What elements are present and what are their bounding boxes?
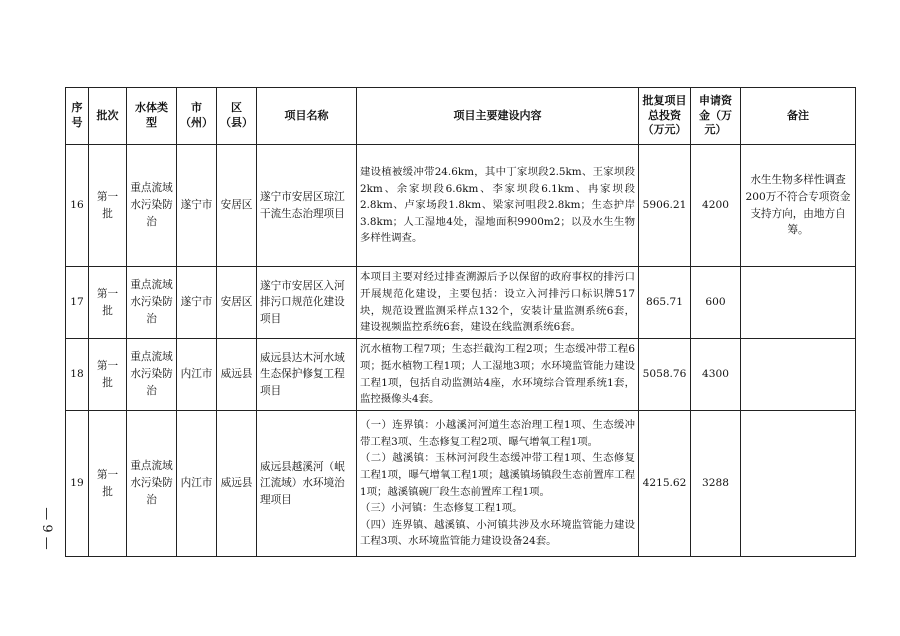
header-note: 备注	[741, 88, 856, 145]
header-fund: 申请资金（万元）	[691, 88, 741, 145]
content-line: （三）小河镇：生态修复工程1项。	[360, 502, 523, 515]
project-table	[65, 87, 856, 557]
content-line: （四）连界镇、越溪镇、小河镇共涉及水环境监管能力建设工程3项、水环境监管能力建设设备24套。	[360, 518, 635, 548]
cell-city: 遂宁市	[177, 145, 217, 267]
cell-content	[357, 411, 639, 557]
table-row	[66, 145, 856, 267]
cell-fund: 3288	[691, 411, 741, 557]
table-header-row	[66, 88, 856, 145]
cell-district: 安居区	[217, 267, 257, 339]
cell-fund: 4300	[691, 339, 741, 411]
cell-investment: 865.71	[639, 267, 691, 339]
cell-seq: 16	[66, 145, 89, 267]
cell-investment: 5906.21	[639, 145, 691, 267]
cell-fund: 4200	[691, 145, 741, 267]
page-number-text: — 9 —	[38, 506, 54, 550]
cell-note	[741, 339, 856, 411]
cell-batch: 第一批	[89, 145, 127, 267]
content-line: （二）越溪镇：玉林河河段生态缓冲带工程1项、生态修复工程1项，曝气增氧工程1项；越溪镇场镇段生态前置库工程1项；越溪镇碗厂段生态前置库工程1项。	[360, 452, 635, 498]
table-row	[66, 411, 856, 557]
cell-content	[357, 145, 639, 267]
content-line: 建设植被缓冲带24.6km，其中丁家坝段2.5km、王家坝段2km、余家坝段6.6km、李家坝段6.1km、冉家坝段2.8km、卢家场段1.8km、梁家河咀段2.8km；生态护岸3.8km；人工湿地4处，湿地面积9900m2；以及水生生物多样性调查。	[360, 165, 635, 245]
content-line: 沉水植物工程7项；生态拦截沟工程2项；生态缓冲带工程6项；挺水植物工程1项；人工湿地3项；水环境监管能力建设工程1项，包括自动监测站4座，水环境综合管理系统1套，监控摄像头4套。	[360, 343, 635, 406]
table-row	[66, 339, 856, 411]
cell-project-name: 遂宁市安居区琼江干流生态治理项目	[257, 145, 357, 267]
cell-investment: 5058.76	[639, 339, 691, 411]
cell-district: 威远县	[217, 339, 257, 411]
header-city: 市（州）	[177, 88, 217, 145]
cell-water-type: 重点流域水污染防治	[127, 145, 177, 267]
cell-fund: 600	[691, 267, 741, 339]
cell-note	[741, 267, 856, 339]
cell-city: 内江市	[177, 411, 217, 557]
cell-content	[357, 339, 639, 411]
cell-batch: 第一批	[89, 339, 127, 411]
cell-content	[357, 267, 639, 339]
cell-city: 遂宁市	[177, 267, 217, 339]
cell-water-type: 重点流域水污染防治	[127, 267, 177, 339]
cell-seq: 19	[66, 411, 89, 557]
cell-city: 内江市	[177, 339, 217, 411]
cell-investment: 4215.62	[639, 411, 691, 557]
header-batch: 批次	[89, 88, 127, 145]
cell-project-name: 威远县达木河水域生态保护修复工程项目	[257, 339, 357, 411]
cell-note: 水生生物多样性调查200万不符合专项资金支持方向，由地方自筹。	[741, 145, 856, 267]
header-project-name: 项目名称	[257, 88, 357, 145]
cell-batch: 第一批	[89, 411, 127, 557]
content-line: 本项目主要对经过排查溯源后予以保留的政府事权的排污口开展规范化建设，主要包括：设立入河排污口标识牌517块，规范设置监测采样点132个，安装计量监测系统6套，建设视频监控系统6套，建设在线监测系统6套。	[360, 271, 635, 334]
cell-water-type: 重点流域水污染防治	[127, 411, 177, 557]
header-district: 区（县）	[217, 88, 257, 145]
cell-seq: 17	[66, 267, 89, 339]
header-content: 项目主要建设内容	[357, 88, 639, 145]
cell-note	[741, 411, 856, 557]
header-water-type: 水体类型	[127, 88, 177, 145]
cell-district: 安居区	[217, 145, 257, 267]
page-number	[34, 500, 58, 556]
cell-seq: 18	[66, 339, 89, 411]
cell-project-name: 遂宁市安居区入河排污口规范化建设项目	[257, 267, 357, 339]
cell-project-name: 威远县越溪河（岷江流域）水环境治理项目	[257, 411, 357, 557]
cell-district: 威远县	[217, 411, 257, 557]
content-line: （一）连界镇：小越溪河河道生态治理工程1项、生态缓冲带工程3项、生态修复工程2项、曝气增氧工程1项。	[360, 418, 635, 448]
cell-batch: 第一批	[89, 267, 127, 339]
table-row	[66, 267, 856, 339]
cell-water-type: 重点流域水污染防治	[127, 339, 177, 411]
header-seq: 序号	[66, 88, 89, 145]
header-investment: 批复项目总投资（万元）	[639, 88, 691, 145]
